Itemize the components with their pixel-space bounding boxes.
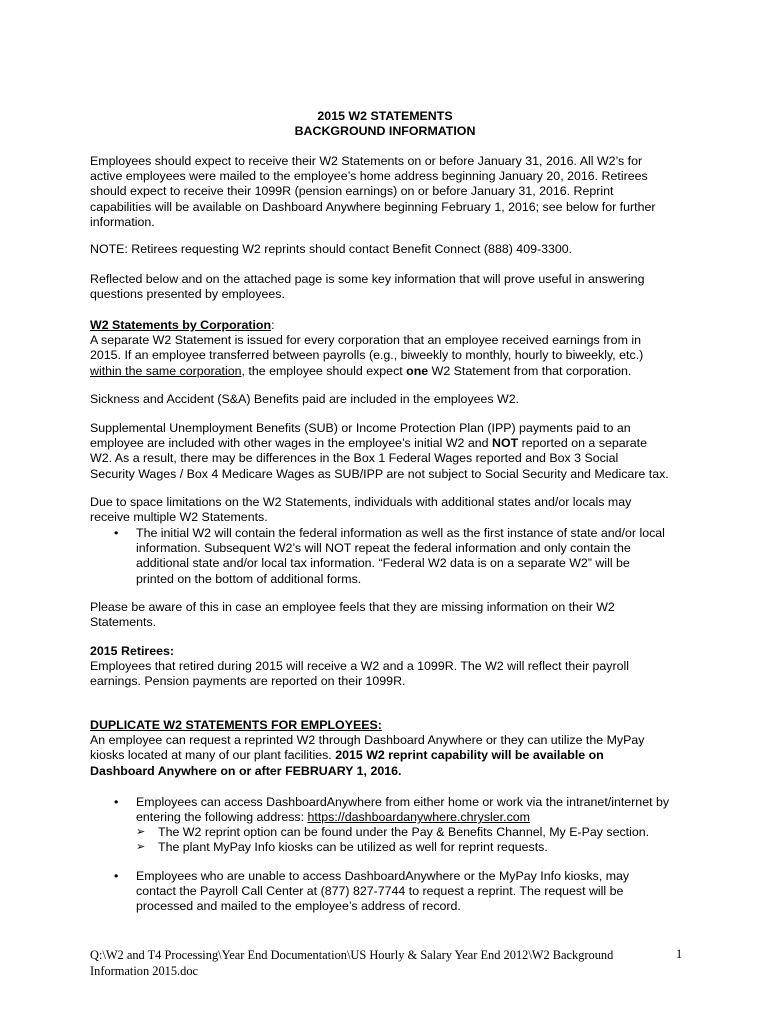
arrow-bullet-icon: ➢	[136, 841, 146, 853]
note-paragraph: NOTE: Retirees requesting W2 reprints should contact Benefit Connect (888) 409-3300.	[90, 242, 573, 256]
text-line: An employee can request a reprinted W2 through Dashboard Anywhere or they can utilize the MyPay	[90, 733, 645, 748]
bullet-icon: •	[114, 526, 119, 540]
bold-text: 2015 W2 reprint capability will be available on	[335, 748, 604, 763]
retirees-section	[90, 644, 690, 690]
space-bullet-text	[136, 526, 686, 587]
bullet-icon: •	[114, 869, 119, 883]
heading-colon: :	[271, 318, 275, 332]
text-line: capabilities will be available on Dashboard Anywhere beginning February 1, 2016; see below for further	[90, 199, 656, 214]
text-line: contact the Payroll Call Center at (877) 827-7744 to request a reprint. The request will be	[136, 884, 624, 899]
text-line: A separate W2 Statement is issued for every corporation that an employee received earnings from in	[90, 333, 641, 348]
text-line: Statements.	[90, 615, 157, 630]
text-line: processed and mailed to the employee’s address of record.	[136, 899, 461, 914]
duplicate-heading: DUPLICATE W2 STATEMENTS FOR EMPLOYEES:	[90, 718, 382, 732]
dashboard-link[interactable]: https://dashboardanywhere.chrysler.com	[307, 810, 530, 825]
text-line	[90, 436, 690, 451]
text-span: entering the following address:	[136, 810, 308, 825]
corporation-heading-line	[90, 318, 690, 333]
text-span: W2 Statement from that corporation.	[428, 363, 632, 378]
text-line: earnings. Pension payments are reported on their 1099R.	[90, 674, 406, 689]
corporation-section	[90, 318, 690, 379]
text-line: additional state and/or local tax information. “Federal W2 data is on a separate W2” will be	[136, 556, 630, 571]
text-line: Please be aware of this in case an employee feels that they are missing information on their W2	[90, 600, 615, 614]
sickness-paragraph: Sickness and Accident (S&A) Benefits paid are included in the employees W2.	[90, 392, 520, 406]
text-line: Employees that retired during 2015 will receive a W2 and a 1099R. The W2 will reflect their payroll	[90, 659, 630, 674]
text-line: Supplemental Unemployment Benefits (SUB) or Income Protection Plan (IPP) payments paid to an	[90, 421, 631, 435]
bullet-icon: •	[114, 795, 119, 809]
sub-paragraph	[90, 421, 690, 482]
title-line-1: 2015 W2 STATEMENTS	[317, 109, 453, 123]
corporation-heading: W2 Statements by Corporation	[90, 318, 272, 332]
space-paragraph	[90, 495, 690, 525]
aware-paragraph	[90, 600, 690, 630]
text-line	[136, 810, 686, 825]
reflected-paragraph	[90, 272, 690, 302]
text-span: employee are included with other wages in the employee’s initial W2 and	[90, 436, 493, 451]
bold-text: one	[406, 363, 429, 378]
text-line: Employees should expect to receive their W2 Statements on or before January 31, 2016. All W2’s for	[90, 154, 643, 168]
text-line: The initial W2 will contain the federal information as well as the first instance of state and/or local	[136, 526, 665, 540]
text-line: active employees were mailed to the employee’s home address beginning January 20, 2016. Retirees	[90, 169, 648, 184]
sub-bullet-text: The plant MyPay Info kiosks can be utilized as well for reprint requests.	[158, 840, 548, 854]
text-span: reported on a separate	[518, 436, 647, 451]
text-line: information.	[90, 214, 155, 229]
retirees-heading: 2015 Retirees:	[90, 644, 175, 658]
bold-text: NOT	[492, 436, 519, 451]
dashboard-bullet-text	[136, 795, 686, 825]
page-number: 1	[676, 947, 683, 961]
footer-line: Q:\W2 and T4 Processing\Year End Documentation\US Hourly & Salary Year End 2012\W2 Background	[90, 948, 614, 962]
text-line	[90, 364, 690, 379]
text-line: Employees who are unable to access DashboardAnywhere or the MyPay Info kiosks, may	[136, 869, 630, 883]
text-line: printed on the bottom of additional forms.	[136, 571, 362, 586]
sub-bullet-text: The W2 reprint option can be found under the Pay & Benefits Channel, My E-Pay section.	[158, 825, 650, 839]
footer-file-path	[90, 947, 650, 979]
text-line: Due to space limitations on the W2 Statements, individuals with additional states and/or locals may	[90, 495, 632, 509]
underlined-text: within the same corporation	[90, 363, 242, 378]
arrow-bullet-icon: ➢	[136, 826, 146, 838]
title-line-2: BACKGROUND INFORMATION	[294, 124, 476, 139]
footer-line: Information 2015.doc	[90, 964, 199, 978]
text-line: Employees can access DashboardAnywhere from either home or work via the intranet/internet by	[136, 795, 670, 809]
text-line: should expect to receive their 1099R (pension earnings) on or before January 31, 2016. Reprint	[90, 184, 614, 199]
intro-paragraph	[90, 154, 690, 230]
text-line: information. Subsequent W2’s will NOT repeat the federal information and only contain the	[136, 541, 631, 556]
text-span: kiosks located at many of our plant facilities.	[90, 748, 336, 763]
text-line: Dashboard Anywhere on or after FEBRUARY 1, 2016.	[90, 763, 402, 778]
text-line: Reflected below and on the attached page is some key information that will prove useful in answering	[90, 272, 645, 286]
call-center-bullet-text	[136, 869, 686, 915]
text-line: receive multiple W2 Statements.	[90, 510, 268, 525]
text-line: W2. As a result, there may be differences in the Box 1 Federal Wages reported and Box 3 Social	[90, 451, 619, 466]
text-line	[90, 748, 690, 763]
text-span: , the employee should expect	[241, 363, 407, 378]
text-line: 2015. If an employee transferred between payrolls (e.g., biweekly to monthly, hourly to biweekly, etc.)	[90, 348, 644, 363]
document-title	[0, 109, 770, 139]
duplicate-section	[90, 718, 690, 779]
text-line: Security Wages / Box 4 Medicare Wages as SUB/IPP are not subject to Social Security and Medicare tax.	[90, 466, 669, 481]
text-line: questions presented by employees.	[90, 287, 285, 302]
